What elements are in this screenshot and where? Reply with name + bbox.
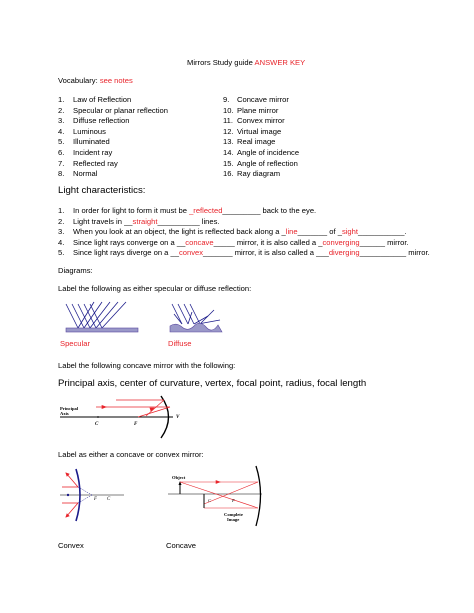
light-heading: Light characteristics:	[58, 185, 146, 196]
vocabulary-number: 16.	[223, 169, 234, 179]
vocabulary-term: Incident ray	[73, 147, 113, 157]
convex-label: Convex	[58, 541, 84, 550]
light-item-answer: converging	[322, 237, 360, 247]
vocabulary-item	[223, 169, 299, 178]
title-main: Mirrors Study guide	[187, 58, 253, 67]
vocabulary-number: 15.	[223, 158, 234, 168]
light-item-answer: concave	[185, 237, 214, 247]
vocabulary-term: Diffuse reflection	[73, 116, 130, 126]
vocabulary-item	[58, 127, 168, 136]
vocabulary-item	[58, 106, 168, 115]
vocabulary-list-left	[58, 95, 168, 180]
vertex-label: V	[176, 415, 180, 420]
vocabulary-term: Concave mirror	[237, 95, 289, 104]
concave-c-label: C	[208, 498, 212, 503]
label-mirrors-instruction: Label as either a concave or convex mirror:	[58, 450, 204, 459]
light-item-number: 1.	[58, 206, 65, 215]
light-item-text: ___________.	[357, 227, 407, 236]
vocabulary-number: 14.	[223, 147, 234, 157]
diagrams-label: Diagrams:	[58, 266, 93, 275]
diffuse-label: Diffuse	[168, 339, 192, 348]
vocabulary-number: 6.	[58, 147, 65, 157]
vocabulary-number: 9.	[223, 95, 230, 104]
vocabulary-term: Virtual image	[237, 126, 282, 136]
specular-reflection-figure	[64, 300, 142, 336]
vocabulary-item	[223, 95, 299, 104]
vocabulary-term: Convex mirror	[237, 116, 285, 126]
vocabulary-number: 11.	[223, 116, 233, 126]
vocabulary-number: 4.	[58, 126, 65, 136]
vocabulary-list-right	[223, 95, 299, 180]
light-item-answer: diverging	[328, 248, 360, 257]
light-item	[58, 217, 430, 226]
light-item-text: In order for light to form it must be	[73, 206, 190, 215]
vocabulary-item	[58, 137, 168, 146]
vocabulary-item	[58, 95, 168, 104]
vocabulary-number: 12.	[223, 126, 234, 136]
light-item	[58, 227, 430, 236]
light-item-answer: sight	[341, 227, 358, 236]
vocabulary-item	[223, 127, 299, 136]
vocabulary-term: Illuminated	[73, 137, 110, 147]
light-item-answer: _reflected	[189, 206, 223, 215]
light-item-answer: convex	[178, 248, 204, 257]
title-answer-key: ANSWER KEY	[254, 58, 306, 67]
convex-mirror-diagram	[58, 467, 128, 523]
vocabulary-item	[223, 148, 299, 157]
convex-c-label: C	[107, 497, 111, 502]
center-of-curvature-label: C	[95, 422, 99, 427]
concave-f-label: F	[232, 498, 235, 503]
light-item-text: __________ lines.	[157, 216, 220, 226]
vocabulary-heading: Vocabulary: see notes	[58, 76, 133, 85]
vocabulary-item	[58, 159, 168, 168]
image-label-1: Complete	[224, 512, 243, 517]
vocabulary-item	[223, 159, 299, 168]
vocabulary-item	[223, 106, 299, 115]
vocabulary-term: Luminous	[73, 126, 106, 136]
vocabulary-term: Ray diagram	[237, 169, 281, 179]
light-item-text: _______ mirror, it is also called a ___	[203, 248, 329, 257]
vocabulary-number: 5.	[58, 137, 65, 147]
light-item-text: Light travels in __	[73, 216, 133, 226]
principal-axis-label-2: Axis	[60, 411, 69, 416]
vocabulary-item	[58, 116, 168, 125]
light-item-text: _______ of _	[297, 227, 342, 236]
vocabulary-number: 1.	[58, 95, 65, 104]
light-item-answer: line	[285, 227, 298, 236]
vocabulary-term: Law of Reflection	[73, 95, 132, 104]
vocabulary-term: Angle of incidence	[237, 147, 300, 157]
light-item	[58, 238, 430, 247]
specular-label: Specular	[60, 339, 90, 348]
principal-axis-label-1: Principal	[60, 406, 79, 411]
vocabulary-term: Normal	[73, 169, 98, 179]
light-item-number: 3.	[58, 227, 65, 236]
focal-point-label: F	[134, 422, 138, 427]
object-label: Object	[172, 475, 186, 480]
vocabulary-number: 3.	[58, 116, 65, 126]
concave-instruction: Label the following concave mirror with the following:	[58, 361, 236, 370]
light-item	[58, 206, 430, 215]
vocabulary-number: 8.	[58, 169, 65, 179]
light-item-answer: straight	[132, 216, 158, 226]
vocabulary-number: 10.	[223, 105, 234, 115]
image-label-2: Image	[227, 517, 240, 522]
light-item-text: _________ back to the eye.	[222, 206, 317, 215]
diagrams-instruction: Label the following as either specular or diffuse reflection:	[58, 284, 252, 293]
vocabulary-item	[223, 116, 299, 125]
light-item-text: Since light rays converge on a __	[73, 237, 186, 247]
vocabulary-term: Plane mirror	[237, 105, 279, 115]
vocabulary-term: Reflected ray	[73, 158, 118, 168]
light-item-number: 2.	[58, 216, 65, 226]
vocabulary-term: Angle of reflection	[237, 158, 298, 168]
light-item-text: ______ mirror.	[359, 237, 409, 247]
convex-f-label: F	[94, 497, 97, 502]
diffuse-reflection-figure	[168, 302, 226, 336]
light-item-text: ___________ mirror.	[359, 248, 430, 257]
vocabulary-number: 2.	[58, 105, 65, 115]
light-item-number: 5.	[58, 248, 65, 257]
vocabulary-term: Real image	[237, 137, 276, 147]
vocabulary-term: Specular or planar reflection	[73, 105, 168, 115]
light-item-number: 4.	[58, 237, 65, 247]
concave-mirror-diagram	[58, 394, 186, 440]
concave-label: Concave	[166, 541, 196, 550]
vocabulary-item	[223, 137, 299, 146]
vocabulary-item	[58, 169, 168, 178]
light-item-text: Since light rays diverge on a __	[73, 248, 179, 257]
light-item-text: _____ mirror, it is also called a _	[213, 237, 323, 247]
vocabulary-number: 13.	[223, 137, 234, 147]
light-item-text: When you look at an object, the light is reflected back along a _	[73, 227, 286, 236]
page-title	[187, 58, 305, 67]
concave-mirror-object-diagram	[166, 464, 266, 530]
vocabulary-item	[58, 148, 168, 157]
vocabulary-number: 7.	[58, 158, 65, 168]
light-list	[58, 206, 430, 259]
light-item	[58, 248, 430, 257]
vocabulary-note: see notes	[99, 76, 133, 85]
concave-heading: Principal axis, center of curvature, vertex, focal point, radius, focal length	[58, 378, 367, 389]
